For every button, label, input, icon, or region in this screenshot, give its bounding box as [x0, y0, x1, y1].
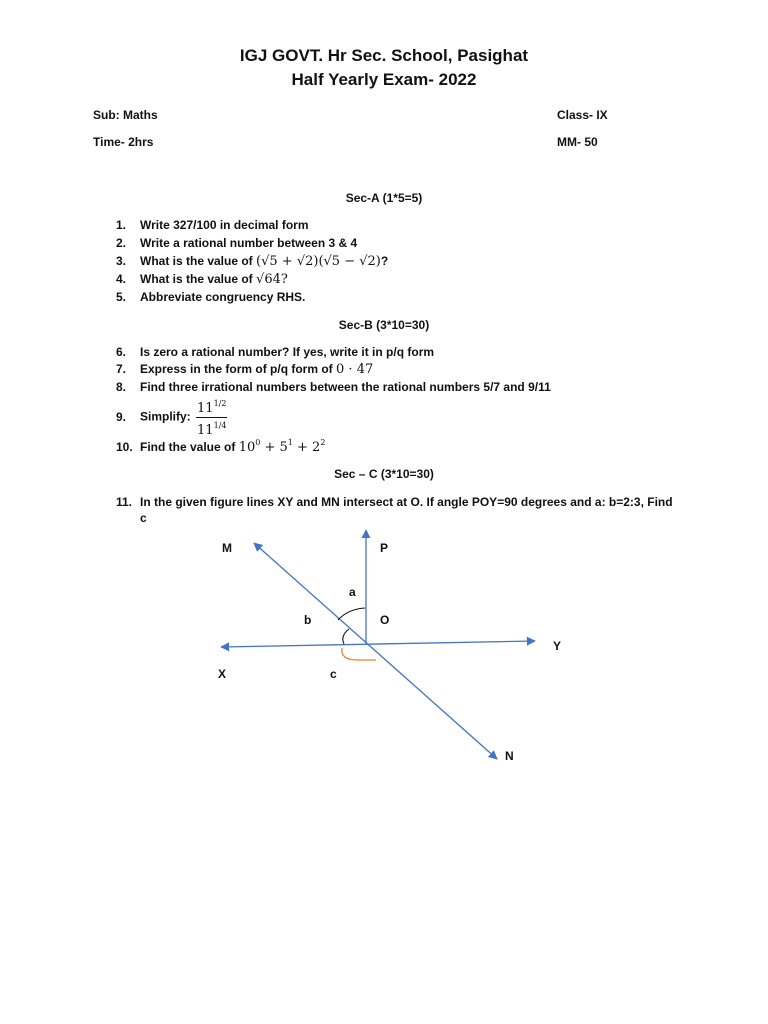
label-c: c [330, 667, 337, 681]
question-number: 5. [116, 290, 127, 304]
section-b-heading: Sec-B (3*10=30) [338, 318, 430, 332]
label-n: N [505, 749, 514, 763]
question-math: 0 · 47 [336, 362, 374, 377]
section-c-heading: Sec – C (3*10=30) [334, 467, 434, 481]
term-2: 5 [279, 440, 288, 455]
label-y: Y [553, 639, 562, 653]
question-text: Find three irrational numbers between the rational numbers 5/7 and 9/11 [140, 380, 551, 394]
school-name: IGJ GOVT. Hr Sec. School, Pasighat [239, 46, 529, 65]
exam-title: Half Yearly Exam- 2022 [291, 70, 477, 89]
question-number: 7. [116, 362, 127, 376]
label-m: M [222, 541, 232, 555]
section-a-heading: Sec-A (1*5=5) [345, 191, 423, 205]
question-text: Write 327/100 in decimal form [140, 218, 309, 232]
line-xy [221, 641, 535, 647]
denominator-base: 11 [197, 423, 214, 438]
question-number: 6. [116, 345, 127, 359]
marks-label: MM- 50 [557, 135, 598, 149]
question-number: 1. [116, 218, 127, 232]
numerator-base: 11 [197, 401, 214, 416]
numerator-exponent: 1/2 [213, 399, 227, 408]
question-number: 10. [116, 440, 133, 454]
question-text: Write a rational number between 3 & 4 [140, 236, 358, 250]
question-text: In the given figure lines XY and MN intersect at O. If angle POY=90 degrees and a: b=2:3, Find [140, 495, 673, 509]
question-number: 4. [116, 272, 127, 286]
label-b: b [304, 613, 312, 627]
label-a: a [349, 585, 356, 599]
question-number: 3. [116, 254, 127, 268]
question-text: Is zero a rational number? If yes, write it in p/q form [140, 345, 435, 359]
question-number: 9. [116, 409, 127, 424]
angle-b-arc [343, 629, 349, 644]
question-text: Simplify: [140, 409, 191, 424]
exponent-2: 1 [287, 438, 293, 447]
exponent-1: 0 [255, 438, 261, 447]
angle-c-arc [342, 648, 376, 660]
label-x: X [218, 667, 227, 681]
angle-a-arc [338, 608, 365, 620]
class-label: Class- IX [557, 108, 608, 122]
term-1: 10 [238, 440, 256, 455]
question-math: (√5 + √2)(√5 − √2) [256, 254, 381, 269]
question-text-continued: c [140, 511, 147, 525]
question-math: $10^0 + 5^1 + 2^2$ [238, 438, 326, 455]
exponent-3: 2 [320, 438, 326, 447]
denominator-exponent: 1/4 [213, 421, 227, 430]
question-text: Find the value of [140, 440, 236, 454]
question-number: 8. [116, 380, 127, 394]
subject-label: Sub: Maths [93, 108, 158, 122]
question-text: What is the value of [140, 272, 253, 286]
label-o: O [380, 613, 390, 627]
question-math: √64? [256, 272, 288, 287]
question-text: Abbreviate congruency RHS. [140, 290, 306, 304]
line-mn [254, 543, 497, 759]
question-text: Express in the form of p/q form of [140, 362, 333, 376]
time-label: Time- 2hrs [93, 135, 154, 149]
term-3: 2 [312, 440, 321, 455]
label-p: P [380, 541, 389, 555]
question-text: What is the value of [140, 254, 253, 268]
question-end: ? [380, 254, 389, 268]
question-number: 2. [116, 236, 127, 250]
question-number: 11. [116, 495, 133, 509]
